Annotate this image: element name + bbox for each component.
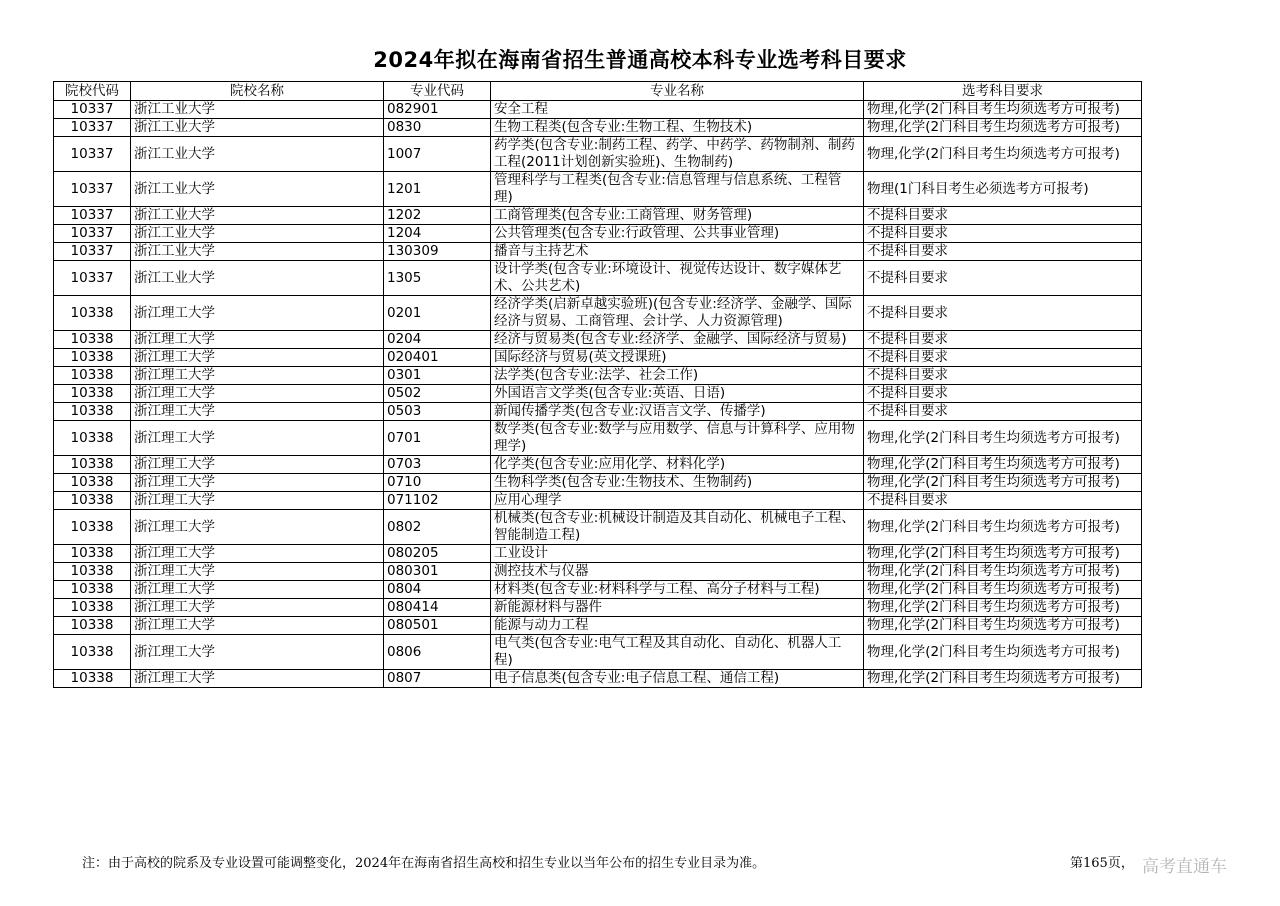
cell-school-name: 浙江理工大学 bbox=[131, 331, 384, 349]
cell-subject-requirement: 不提科目要求 bbox=[864, 243, 1142, 261]
cell-school-code: 10337 bbox=[54, 225, 131, 243]
cell-school-name: 浙江理工大学 bbox=[131, 581, 384, 599]
cell-school-code: 10338 bbox=[54, 599, 131, 617]
cell-school-name: 浙江理工大学 bbox=[131, 670, 384, 688]
cell-major-name: 电子信息类(包含专业:电子信息工程、通信工程) bbox=[491, 670, 864, 688]
cell-subject-requirement: 物理(1门科目考生必须选考方可报考) bbox=[864, 172, 1142, 207]
cell-major-name: 国际经济与贸易(英文授课班) bbox=[491, 349, 864, 367]
table-row bbox=[54, 349, 1142, 367]
cell-major-name: 药学类(包含专业:制药工程、药学、中药学、药物制剂、制药工程(2011计划创新实验班)、生物制药) bbox=[491, 137, 864, 172]
cell-major-code: 080414 bbox=[384, 599, 491, 617]
cell-subject-requirement: 物理,化学(2门科目考生均须选考方可报考) bbox=[864, 119, 1142, 137]
cell-subject-requirement: 物理,化学(2门科目考生均须选考方可报考) bbox=[864, 635, 1142, 670]
cell-major-name: 工业设计 bbox=[491, 545, 864, 563]
cell-major-code: 0204 bbox=[384, 331, 491, 349]
cell-subject-requirement: 物理,化学(2门科目考生均须选考方可报考) bbox=[864, 474, 1142, 492]
cell-major-code: 0701 bbox=[384, 421, 491, 456]
cell-subject-requirement: 不提科目要求 bbox=[864, 403, 1142, 421]
cell-school-code: 10337 bbox=[54, 207, 131, 225]
cell-major-name: 数学类(包含专业:数学与应用数学、信息与计算科学、应用物理学) bbox=[491, 421, 864, 456]
cell-school-code: 10338 bbox=[54, 545, 131, 563]
cell-major-name: 生物工程类(包含专业:生物工程、生物技术) bbox=[491, 119, 864, 137]
column-header-school-code: 院校代码 bbox=[54, 82, 131, 101]
cell-school-code: 10338 bbox=[54, 581, 131, 599]
cell-major-name: 电气类(包含专业:电气工程及其自动化、自动化、机器人工程) bbox=[491, 635, 864, 670]
cell-major-code: 0502 bbox=[384, 385, 491, 403]
cell-major-code: 0807 bbox=[384, 670, 491, 688]
table-row bbox=[54, 172, 1142, 207]
cell-subject-requirement: 物理,化学(2门科目考生均须选考方可报考) bbox=[864, 510, 1142, 545]
cell-major-code: 1201 bbox=[384, 172, 491, 207]
cell-major-name: 公共管理类(包含专业:行政管理、公共事业管理) bbox=[491, 225, 864, 243]
table-row bbox=[54, 367, 1142, 385]
cell-school-name: 浙江工业大学 bbox=[131, 207, 384, 225]
cell-major-code: 0806 bbox=[384, 635, 491, 670]
cell-major-code: 1007 bbox=[384, 137, 491, 172]
table-row bbox=[54, 510, 1142, 545]
cell-school-name: 浙江理工大学 bbox=[131, 563, 384, 581]
column-header-major-name: 专业名称 bbox=[491, 82, 864, 101]
cell-school-code: 10337 bbox=[54, 119, 131, 137]
cell-school-code: 10338 bbox=[54, 456, 131, 474]
cell-major-code: 0703 bbox=[384, 456, 491, 474]
cell-school-code: 10338 bbox=[54, 510, 131, 545]
cell-major-code: 130309 bbox=[384, 243, 491, 261]
cell-subject-requirement: 不提科目要求 bbox=[864, 225, 1142, 243]
cell-major-code: 0201 bbox=[384, 296, 491, 331]
table-header-row bbox=[54, 82, 1142, 101]
table-row bbox=[54, 545, 1142, 563]
cell-subject-requirement: 物理,化学(2门科目考生均须选考方可报考) bbox=[864, 421, 1142, 456]
table-row bbox=[54, 137, 1142, 172]
cell-major-code: 1202 bbox=[384, 207, 491, 225]
cell-major-code: 0503 bbox=[384, 403, 491, 421]
cell-subject-requirement: 物理,化学(2门科目考生均须选考方可报考) bbox=[864, 670, 1142, 688]
cell-major-name: 新能源材料与器件 bbox=[491, 599, 864, 617]
cell-subject-requirement: 物理,化学(2门科目考生均须选考方可报考) bbox=[864, 599, 1142, 617]
cell-major-name: 能源与动力工程 bbox=[491, 617, 864, 635]
cell-school-name: 浙江工业大学 bbox=[131, 243, 384, 261]
cell-major-name: 测控技术与仪器 bbox=[491, 563, 864, 581]
table-row bbox=[54, 119, 1142, 137]
cell-major-name: 外国语言文学类(包含专业:英语、日语) bbox=[491, 385, 864, 403]
cell-school-name: 浙江理工大学 bbox=[131, 403, 384, 421]
table-row bbox=[54, 581, 1142, 599]
cell-school-name: 浙江理工大学 bbox=[131, 474, 384, 492]
cell-major-name: 经济学类(启新卓越实验班)(包含专业:经济学、金融学、国际经济与贸易、工商管理、会计学、人力资源管理) bbox=[491, 296, 864, 331]
cell-school-name: 浙江工业大学 bbox=[131, 225, 384, 243]
table-row bbox=[54, 101, 1142, 119]
table-row bbox=[54, 456, 1142, 474]
cell-school-code: 10338 bbox=[54, 492, 131, 510]
cell-major-code: 0301 bbox=[384, 367, 491, 385]
cell-major-code: 080301 bbox=[384, 563, 491, 581]
cell-school-code: 10337 bbox=[54, 101, 131, 119]
cell-school-name: 浙江工业大学 bbox=[131, 172, 384, 207]
cell-subject-requirement: 物理,化学(2门科目考生均须选考方可报考) bbox=[864, 101, 1142, 119]
cell-major-code: 071102 bbox=[384, 492, 491, 510]
cell-major-name: 机械类(包含专业:机械设计制造及其自动化、机械电子工程、智能制造工程) bbox=[491, 510, 864, 545]
cell-subject-requirement: 物理,化学(2门科目考生均须选考方可报考) bbox=[864, 545, 1142, 563]
cell-subject-requirement: 不提科目要求 bbox=[864, 331, 1142, 349]
cell-school-name: 浙江理工大学 bbox=[131, 545, 384, 563]
cell-major-code: 1204 bbox=[384, 225, 491, 243]
cell-school-code: 10337 bbox=[54, 137, 131, 172]
cell-major-name: 新闻传播学类(包含专业:汉语言文学、传播学) bbox=[491, 403, 864, 421]
cell-major-name: 法学类(包含专业:法学、社会工作) bbox=[491, 367, 864, 385]
cell-major-code: 1305 bbox=[384, 261, 491, 296]
cell-school-code: 10338 bbox=[54, 670, 131, 688]
cell-school-name: 浙江工业大学 bbox=[131, 119, 384, 137]
cell-school-code: 10338 bbox=[54, 635, 131, 670]
cell-major-code: 0710 bbox=[384, 474, 491, 492]
cell-major-code: 082901 bbox=[384, 101, 491, 119]
column-header-major-code: 专业代码 bbox=[384, 82, 491, 101]
cell-subject-requirement: 物理,化学(2门科目考生均须选考方可报考) bbox=[864, 456, 1142, 474]
cell-school-name: 浙江理工大学 bbox=[131, 456, 384, 474]
footnote: 注：由于高校的院系及专业设置可能调整变化，2024年在海南省招生高校和招生专业以当年公布的招生专业目录为准。 bbox=[82, 856, 766, 871]
cell-school-code: 10338 bbox=[54, 349, 131, 367]
watermark: 高考直通车 bbox=[1142, 857, 1227, 877]
cell-school-name: 浙江理工大学 bbox=[131, 421, 384, 456]
table-row bbox=[54, 599, 1142, 617]
page-number: 第165页， bbox=[1070, 856, 1134, 871]
cell-subject-requirement: 不提科目要求 bbox=[864, 261, 1142, 296]
table-row bbox=[54, 225, 1142, 243]
cell-school-name: 浙江理工大学 bbox=[131, 367, 384, 385]
cell-school-name: 浙江理工大学 bbox=[131, 617, 384, 635]
cell-subject-requirement: 物理,化学(2门科目考生均须选考方可报考) bbox=[864, 617, 1142, 635]
cell-major-name: 生物科学类(包含专业:生物技术、生物制药) bbox=[491, 474, 864, 492]
cell-subject-requirement: 物理,化学(2门科目考生均须选考方可报考) bbox=[864, 563, 1142, 581]
table-row bbox=[54, 385, 1142, 403]
cell-major-name: 工商管理类(包含专业:工商管理、财务管理) bbox=[491, 207, 864, 225]
cell-school-name: 浙江理工大学 bbox=[131, 510, 384, 545]
cell-school-name: 浙江工业大学 bbox=[131, 101, 384, 119]
cell-school-code: 10338 bbox=[54, 403, 131, 421]
cell-school-name: 浙江工业大学 bbox=[131, 137, 384, 172]
cell-school-code: 10337 bbox=[54, 261, 131, 296]
cell-major-name: 播音与主持艺术 bbox=[491, 243, 864, 261]
cell-subject-requirement: 物理,化学(2门科目考生均须选考方可报考) bbox=[864, 581, 1142, 599]
cell-major-name: 应用心理学 bbox=[491, 492, 864, 510]
cell-school-code: 10338 bbox=[54, 385, 131, 403]
cell-major-name: 材料类(包含专业:材料科学与工程、高分子材料与工程) bbox=[491, 581, 864, 599]
cell-subject-requirement: 不提科目要求 bbox=[864, 349, 1142, 367]
cell-subject-requirement: 不提科目要求 bbox=[864, 367, 1142, 385]
cell-school-code: 10337 bbox=[54, 172, 131, 207]
document-title: 2024年拟在海南省招生普通高校本科专业选考科目要求 bbox=[373, 48, 907, 72]
table-row bbox=[54, 403, 1142, 421]
cell-school-name: 浙江理工大学 bbox=[131, 492, 384, 510]
table-row bbox=[54, 243, 1142, 261]
cell-major-code: 0802 bbox=[384, 510, 491, 545]
table-row bbox=[54, 207, 1142, 225]
cell-school-code: 10338 bbox=[54, 421, 131, 456]
column-header-school-name: 院校名称 bbox=[131, 82, 384, 101]
cell-major-code: 0830 bbox=[384, 119, 491, 137]
table-row bbox=[54, 670, 1142, 688]
cell-major-name: 经济与贸易类(包含专业:经济学、金融学、国际经济与贸易) bbox=[491, 331, 864, 349]
table-row bbox=[54, 261, 1142, 296]
cell-major-name: 化学类(包含专业:应用化学、材料化学) bbox=[491, 456, 864, 474]
cell-school-name: 浙江理工大学 bbox=[131, 296, 384, 331]
cell-major-name: 管理科学与工程类(包含专业:信息管理与信息系统、工程管理) bbox=[491, 172, 864, 207]
cell-major-code: 080501 bbox=[384, 617, 491, 635]
cell-school-name: 浙江理工大学 bbox=[131, 635, 384, 670]
table-row bbox=[54, 563, 1142, 581]
table-body bbox=[54, 101, 1142, 688]
table-row bbox=[54, 617, 1142, 635]
column-header-subject-requirement: 选考科目要求 bbox=[864, 82, 1142, 101]
cell-major-code: 0804 bbox=[384, 581, 491, 599]
cell-school-name: 浙江理工大学 bbox=[131, 599, 384, 617]
cell-school-code: 10338 bbox=[54, 617, 131, 635]
table-row bbox=[54, 296, 1142, 331]
cell-school-name: 浙江理工大学 bbox=[131, 349, 384, 367]
cell-major-name: 安全工程 bbox=[491, 101, 864, 119]
requirements-table bbox=[53, 81, 1142, 688]
cell-school-name: 浙江工业大学 bbox=[131, 261, 384, 296]
cell-subject-requirement: 不提科目要求 bbox=[864, 207, 1142, 225]
table-row bbox=[54, 421, 1142, 456]
cell-school-code: 10338 bbox=[54, 331, 131, 349]
table-row bbox=[54, 492, 1142, 510]
cell-school-code: 10338 bbox=[54, 367, 131, 385]
cell-subject-requirement: 不提科目要求 bbox=[864, 492, 1142, 510]
cell-major-code: 080205 bbox=[384, 545, 491, 563]
cell-subject-requirement: 不提科目要求 bbox=[864, 296, 1142, 331]
cell-subject-requirement: 不提科目要求 bbox=[864, 385, 1142, 403]
cell-school-code: 10337 bbox=[54, 243, 131, 261]
cell-subject-requirement: 物理,化学(2门科目考生均须选考方可报考) bbox=[864, 137, 1142, 172]
cell-major-name: 设计学类(包含专业:环境设计、视觉传达设计、数字媒体艺术、公共艺术) bbox=[491, 261, 864, 296]
table-row bbox=[54, 635, 1142, 670]
cell-school-name: 浙江理工大学 bbox=[131, 385, 384, 403]
cell-school-code: 10338 bbox=[54, 563, 131, 581]
cell-school-code: 10338 bbox=[54, 296, 131, 331]
table-row bbox=[54, 331, 1142, 349]
table-row bbox=[54, 474, 1142, 492]
cell-school-code: 10338 bbox=[54, 474, 131, 492]
cell-major-code: 020401 bbox=[384, 349, 491, 367]
